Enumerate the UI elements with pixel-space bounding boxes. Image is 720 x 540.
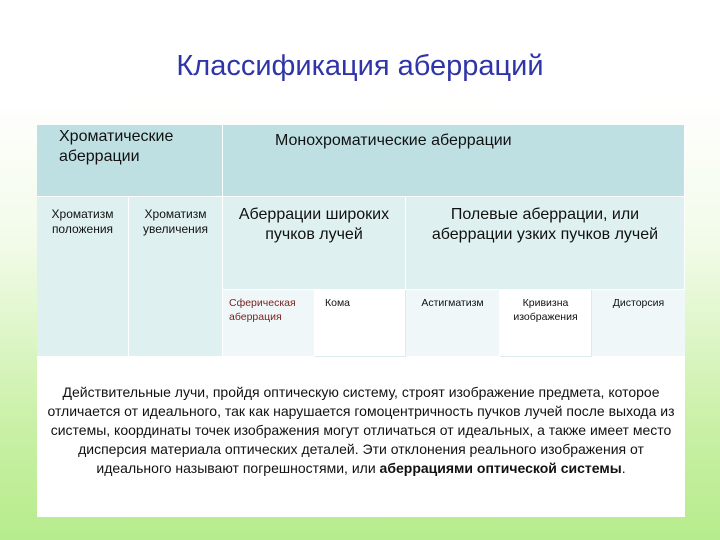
spherical-aberration-cell: Сферическая аберрация xyxy=(223,290,315,357)
header-chromatic-aberrations: Хроматические аберрации xyxy=(37,125,223,197)
coma-cell: Кома xyxy=(315,290,406,357)
description-text: Действительные лучи, пройдя оптическую систему, строят изображение предмета, которое отличается от идеального, так как нарушается гомоцентричность пучков лучей после выхода из системы, координаты точек изображения могут отличаться от идеальных, а также имеет место дисперсия материала оптических деталей. Эти отклонения реального изображения от идеального называют погрешностями, или xyxy=(47,384,675,476)
distortion-cell: Дисторсия xyxy=(592,290,685,357)
wide-beam-aberrations-cell: Аберрации широких пучков лучей xyxy=(223,197,406,290)
description-emphasis: аберрациями оптической системы xyxy=(379,460,622,476)
slide-title: Классификация аберраций xyxy=(176,50,544,82)
description-paragraph xyxy=(37,357,685,517)
header-monochromatic-aberrations: Монохроматические аберрации xyxy=(223,125,685,197)
field-curvature-cell: Кривизна изображения xyxy=(500,290,592,357)
field-aberrations-cell: Полевые аберрации, или аберрации узких пучков лучей xyxy=(406,197,685,290)
aberration-classification-table xyxy=(37,125,685,517)
astigmatism-cell: Астигматизм xyxy=(406,290,500,357)
description-end: . xyxy=(621,460,626,476)
chromatism-magnification-cell: Хроматизм увеличения xyxy=(129,197,223,357)
chromatism-position-cell: Хроматизм положения xyxy=(37,197,129,357)
